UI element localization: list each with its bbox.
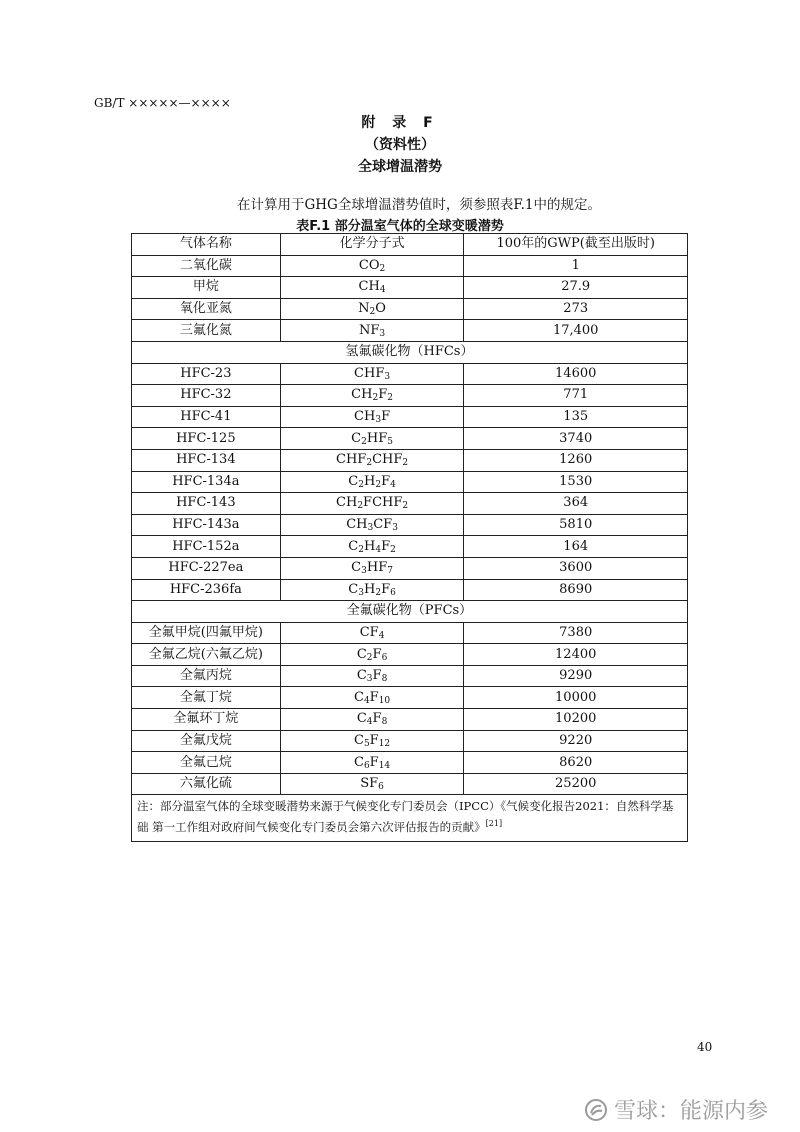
table-row bbox=[132, 298, 688, 320]
gas-name-cell: 全氟环丁烷 bbox=[132, 709, 281, 731]
gwp-value-cell: 7380 bbox=[464, 622, 688, 644]
pfc-gases-section bbox=[132, 622, 688, 795]
formula-element: N bbox=[358, 301, 370, 317]
gas-name-cell: HFC-32 bbox=[132, 385, 281, 407]
formula-subscript: 3 bbox=[361, 566, 367, 577]
table-row bbox=[132, 493, 688, 515]
formula-subscript: 4 bbox=[366, 717, 373, 728]
gas-name-cell: HFC-23 bbox=[132, 363, 281, 385]
formula-subscript: 2 bbox=[402, 501, 409, 512]
formula-cell bbox=[280, 493, 464, 515]
formula-subscript: 6 bbox=[390, 587, 396, 598]
formula-subscript: 4 bbox=[379, 285, 386, 296]
formula-cell bbox=[280, 665, 464, 687]
gwp-value-cell: 364 bbox=[464, 493, 688, 515]
intro-paragraph: 在计算用于GHG全球增温潜势值时，须参照表F.1中的规定。 bbox=[237, 197, 601, 213]
formula-element: F bbox=[369, 754, 379, 770]
formula-cell bbox=[280, 687, 464, 709]
header-gas-name: 气体名称 bbox=[132, 234, 281, 256]
gas-name-cell: HFC-152a bbox=[132, 536, 281, 558]
formula-subscript: 2 bbox=[390, 544, 396, 555]
formula-cell bbox=[280, 644, 464, 666]
gas-name-cell: 氧化亚氮 bbox=[132, 298, 281, 320]
formula-element: CH bbox=[354, 409, 376, 425]
formula-subscript: 2 bbox=[358, 544, 364, 555]
formula-subscript: 3 bbox=[384, 371, 391, 382]
formula-element: C bbox=[351, 560, 362, 576]
formula-element: C bbox=[356, 646, 367, 662]
formula-cell bbox=[280, 752, 464, 774]
gas-name-cell: 全氟戊烷 bbox=[132, 730, 281, 752]
formula-subscript: 3 bbox=[379, 328, 386, 339]
gwp-value-cell: 9220 bbox=[464, 730, 688, 752]
formula-element: C bbox=[356, 711, 367, 727]
table-row bbox=[132, 428, 688, 450]
table-row bbox=[132, 752, 688, 774]
formula-subscript: 3 bbox=[367, 523, 374, 534]
table-row bbox=[132, 406, 688, 428]
formula-element: NF bbox=[359, 322, 380, 338]
gwp-value-cell: 3740 bbox=[464, 428, 688, 450]
formula-subscript: 2 bbox=[372, 393, 379, 404]
formula-element: C bbox=[351, 430, 362, 446]
formula-subscript: 5 bbox=[363, 738, 370, 749]
formula-element: HF bbox=[366, 560, 388, 576]
formula-subscript: 7 bbox=[387, 566, 393, 577]
table-row bbox=[132, 277, 688, 299]
formula-subscript: 4 bbox=[378, 630, 385, 641]
pfc-section-header bbox=[132, 601, 688, 623]
formula-subscript: 5 bbox=[387, 436, 393, 447]
gas-name-cell: 六氟化硫 bbox=[132, 773, 281, 795]
gwp-value-cell: 5810 bbox=[464, 514, 688, 536]
gas-name-cell: 全氟己烷 bbox=[132, 752, 281, 774]
formula-subscript: 3 bbox=[358, 587, 364, 598]
hfc-section-title: 氢氟碳化物（HFCs） bbox=[132, 341, 688, 363]
formula-element: F bbox=[381, 581, 391, 597]
gwp-value-cell: 12400 bbox=[464, 644, 688, 666]
formula-element: C bbox=[353, 732, 364, 748]
watermark bbox=[584, 1094, 768, 1125]
table-row bbox=[132, 665, 688, 687]
formula-cell bbox=[280, 471, 464, 493]
formula-element: F bbox=[372, 668, 382, 684]
gas-name-cell: HFC-41 bbox=[132, 406, 281, 428]
formula-element: F bbox=[381, 473, 391, 489]
header-gwp: 100年的GWP(截至出版时) bbox=[464, 234, 688, 256]
formula-element: F bbox=[369, 689, 379, 705]
formula-cell bbox=[280, 730, 464, 752]
formula-subscript: 2 bbox=[366, 458, 373, 469]
table-row bbox=[132, 709, 688, 731]
formula-element: CO bbox=[358, 257, 380, 273]
formula-element: C bbox=[348, 581, 359, 597]
formula-element: HF bbox=[366, 430, 388, 446]
table-note bbox=[132, 795, 688, 842]
formula-subscript: 3 bbox=[366, 674, 373, 685]
formula-cell bbox=[280, 385, 464, 407]
formula-element: CH bbox=[336, 495, 358, 511]
formula-cell bbox=[280, 320, 464, 342]
formula-cell bbox=[280, 709, 464, 731]
gas-name-cell: 全氟甲烷(四氟甲烷) bbox=[132, 622, 281, 644]
formula-element: F bbox=[372, 711, 382, 727]
table-caption: 表F.1 部分温室气体的全球变暖潜势 bbox=[296, 219, 504, 234]
formula-subscript: 2 bbox=[361, 436, 367, 447]
gwp-value-cell: 25200 bbox=[464, 773, 688, 795]
header-formula: 化学分子式 bbox=[280, 234, 464, 256]
formula-cell bbox=[280, 255, 464, 277]
table-row bbox=[132, 536, 688, 558]
gas-name-cell: HFC-134 bbox=[132, 449, 281, 471]
formula-cell bbox=[280, 773, 464, 795]
formula-subscript: 10 bbox=[378, 695, 391, 706]
gas-name-cell: 全氟乙烷(六氟乙烷) bbox=[132, 644, 281, 666]
formula-subscript: 6 bbox=[381, 652, 388, 663]
pfc-section-title: 全氟碳化物（PFCs） bbox=[132, 601, 688, 623]
gwp-value-cell: 3600 bbox=[464, 557, 688, 579]
gas-name-cell: 全氟丁烷 bbox=[132, 687, 281, 709]
formula-element: CH bbox=[358, 279, 380, 295]
table-row bbox=[132, 385, 688, 407]
note-reference: [21] bbox=[485, 819, 503, 829]
formula-subscript: 6 bbox=[378, 782, 384, 793]
formula-subscript: 2 bbox=[366, 652, 373, 663]
formula-subscript: 2 bbox=[379, 263, 386, 274]
formula-cell bbox=[280, 298, 464, 320]
table-row bbox=[132, 622, 688, 644]
formula-element: H bbox=[363, 473, 376, 489]
gas-name-cell: HFC-134a bbox=[132, 471, 281, 493]
note-row bbox=[132, 795, 688, 842]
watermark-text: 雪球：能源内参 bbox=[614, 1099, 769, 1124]
formula-element: C bbox=[353, 754, 364, 770]
hfc-section-header bbox=[132, 341, 688, 363]
formula-cell bbox=[280, 449, 464, 471]
gwp-value-cell: 27.9 bbox=[464, 277, 688, 299]
gwp-value-cell: 14600 bbox=[464, 363, 688, 385]
formula-subscript: 14 bbox=[378, 760, 391, 771]
formula-element: CF bbox=[359, 624, 379, 640]
formula-subscript: 8 bbox=[381, 717, 388, 728]
appendix-subject: 全球增温潜势 bbox=[358, 159, 442, 175]
formula-subscript: 2 bbox=[375, 479, 382, 490]
formula-subscript: 2 bbox=[369, 307, 376, 318]
hfc-gases-section bbox=[132, 363, 688, 601]
gas-name-cell: HFC-227ea bbox=[132, 557, 281, 579]
gwp-table bbox=[131, 233, 688, 842]
table-header-row bbox=[132, 234, 688, 256]
formula-element: CH bbox=[351, 387, 373, 403]
formula-cell bbox=[280, 557, 464, 579]
formula-element: CF bbox=[373, 517, 393, 533]
formula-subscript: 8 bbox=[381, 674, 388, 685]
table-row bbox=[132, 579, 688, 601]
gas-name-cell: HFC-236fa bbox=[132, 579, 281, 601]
gwp-value-cell: 273 bbox=[464, 298, 688, 320]
gas-name-cell: 二氧化碳 bbox=[132, 255, 281, 277]
table-row bbox=[132, 687, 688, 709]
snowball-logo-icon bbox=[584, 1098, 608, 1122]
formula-subscript: 2 bbox=[375, 587, 382, 598]
section-row-pfc bbox=[132, 601, 688, 623]
formula-cell bbox=[280, 514, 464, 536]
basic-gases-section bbox=[132, 255, 688, 341]
formula-element: F bbox=[372, 646, 382, 662]
appendix-label: 附 录 F bbox=[361, 115, 439, 131]
formula-element: C bbox=[353, 689, 364, 705]
formula-subscript: 6 bbox=[363, 760, 370, 771]
gwp-value-cell: 1 bbox=[464, 255, 688, 277]
table-row bbox=[132, 644, 688, 666]
gwp-value-cell: 771 bbox=[464, 385, 688, 407]
appendix-nature: （资料性） bbox=[365, 137, 435, 153]
table-row bbox=[132, 730, 688, 752]
formula-element: C bbox=[348, 473, 359, 489]
gas-name-cell: 甲烷 bbox=[132, 277, 281, 299]
gwp-value-cell: 135 bbox=[464, 406, 688, 428]
gwp-value-cell: 10200 bbox=[464, 709, 688, 731]
formula-subscript: 2 bbox=[358, 479, 364, 490]
formula-element: H bbox=[363, 538, 376, 554]
page-number: 40 bbox=[697, 1040, 713, 1054]
table-row bbox=[132, 557, 688, 579]
gwp-value-cell: 1260 bbox=[464, 449, 688, 471]
formula-cell bbox=[280, 579, 464, 601]
gas-name-cell: HFC-143a bbox=[132, 514, 281, 536]
table-row bbox=[132, 449, 688, 471]
gas-name-cell: 全氟丙烷 bbox=[132, 665, 281, 687]
gwp-value-cell: 164 bbox=[464, 536, 688, 558]
formula-element: FCHF bbox=[363, 495, 403, 511]
gwp-value-cell: 8620 bbox=[464, 752, 688, 774]
formula-subscript: 4 bbox=[390, 479, 396, 490]
formula-element: C bbox=[348, 538, 359, 554]
gwp-value-cell: 1530 bbox=[464, 471, 688, 493]
formula-element: CH bbox=[346, 517, 368, 533]
gwp-value-cell: 8690 bbox=[464, 579, 688, 601]
formula-subscript: 3 bbox=[392, 523, 398, 534]
formula-cell bbox=[280, 406, 464, 428]
gwp-value-cell: 17,400 bbox=[464, 320, 688, 342]
document-code: GB/T ×××××—×××× bbox=[94, 96, 231, 110]
gwp-value-cell: 9290 bbox=[464, 665, 688, 687]
formula-element: O bbox=[375, 301, 386, 317]
formula-element: CHF bbox=[336, 452, 367, 468]
formula-element: C bbox=[356, 668, 367, 684]
table-row bbox=[132, 363, 688, 385]
note-text: 注：部分温室气体的全球变暖潜势来源于气候变化专门委员会（IPCC）《气候变化报告2021：自然科学基础 第一工作组对政府间气候变化专门委员会第六次评估报告的贡献》 bbox=[137, 799, 674, 835]
formula-cell bbox=[280, 363, 464, 385]
formula-element: F bbox=[378, 387, 388, 403]
formula-subscript: 12 bbox=[378, 738, 391, 749]
formula-element: CHF bbox=[354, 365, 385, 381]
formula-element: F bbox=[381, 538, 391, 554]
formula-cell bbox=[280, 277, 464, 299]
note-section bbox=[132, 795, 688, 842]
formula-cell bbox=[280, 428, 464, 450]
formula-cell bbox=[280, 622, 464, 644]
table-row bbox=[132, 320, 688, 342]
gwp-value-cell: 10000 bbox=[464, 687, 688, 709]
table-row bbox=[132, 514, 688, 536]
formula-element: SF bbox=[360, 776, 379, 792]
table-row bbox=[132, 255, 688, 277]
formula-subscript: 2 bbox=[402, 458, 409, 469]
formula-element: CHF bbox=[372, 452, 403, 468]
formula-subscript: 2 bbox=[357, 501, 364, 512]
gas-name-cell: HFC-143 bbox=[132, 493, 281, 515]
table-row bbox=[132, 471, 688, 493]
formula-element: F bbox=[369, 732, 379, 748]
formula-subscript: 2 bbox=[387, 393, 393, 404]
section-row-hfc bbox=[132, 341, 688, 363]
gas-name-cell: HFC-125 bbox=[132, 428, 281, 450]
formula-cell bbox=[280, 536, 464, 558]
formula-subscript: 3 bbox=[375, 415, 382, 426]
table-row bbox=[132, 773, 688, 795]
formula-element: F bbox=[381, 409, 391, 425]
formula-subscript: 4 bbox=[375, 544, 382, 555]
formula-subscript: 4 bbox=[363, 695, 370, 706]
formula-element: H bbox=[363, 581, 376, 597]
gas-name-cell: 三氟化氮 bbox=[132, 320, 281, 342]
